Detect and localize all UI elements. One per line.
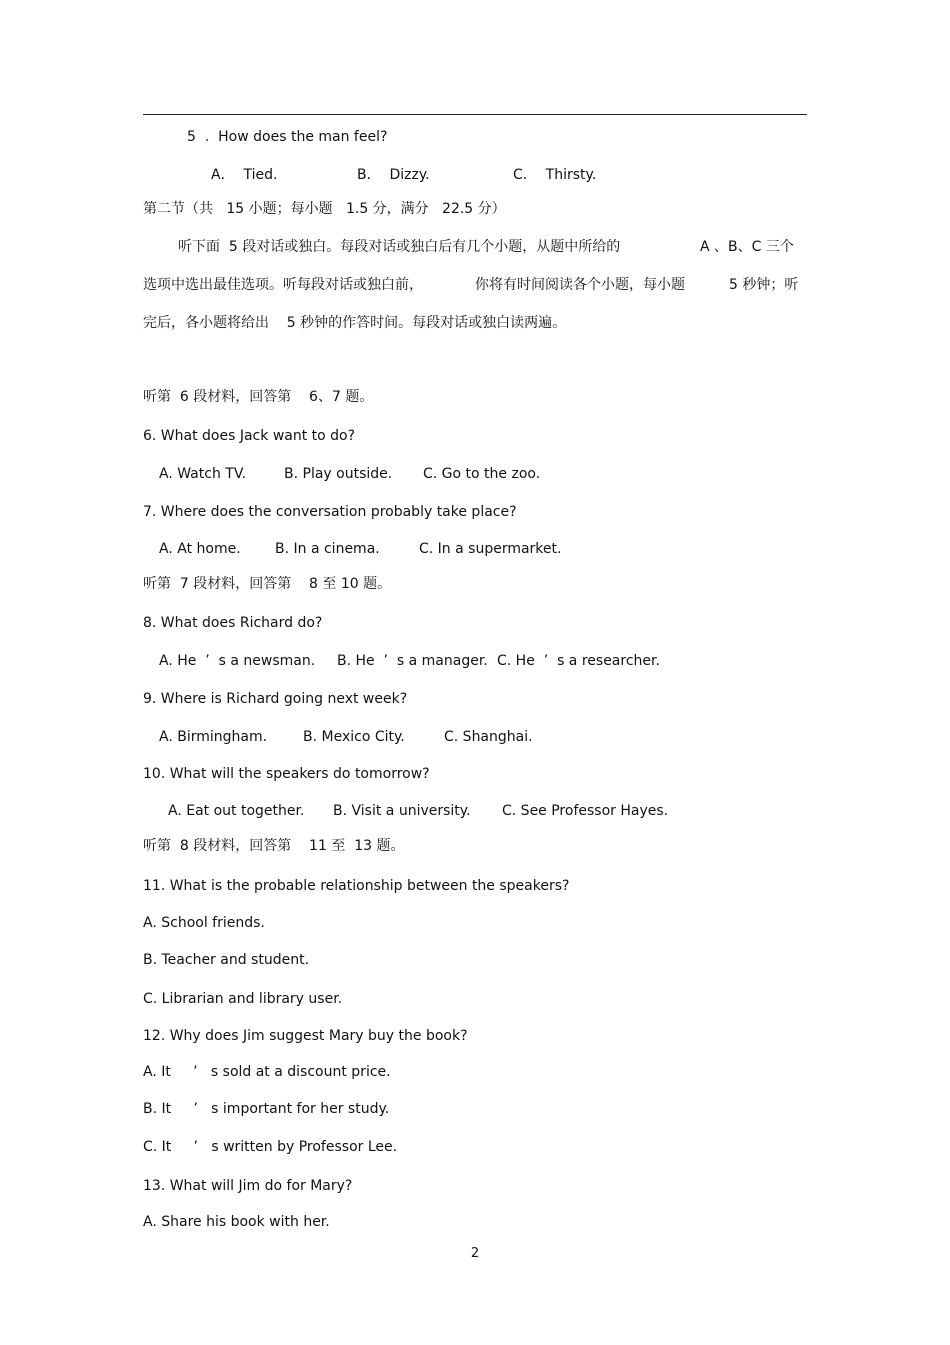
q9-option-b: B. Mexico City. — [303, 729, 405, 745]
q12-option-b: B. It ’ s important for her study. — [143, 1101, 390, 1117]
q9-option-c: C. Shanghai. — [444, 729, 533, 745]
q7-option-c: C. In a supermarket. — [419, 541, 562, 557]
q9-option-a: A. Birmingham. — [159, 729, 268, 745]
q12-stem: 12. Why does Jim suggest Mary buy the book? — [143, 1028, 468, 1044]
material8-header: 听第 8 段材料，回答第 11 至 13 题。 — [143, 838, 405, 854]
section2-instr-line2b: 你将有时间阅读各个小题，每小题 — [475, 277, 685, 293]
q11-option-b: B. Teacher and student. — [143, 952, 310, 968]
section2-instr-line2a: 选项中选出最佳选项。听每段对话或独白前， — [143, 277, 423, 293]
q8-stem: 8. What does Richard do? — [143, 615, 323, 631]
section2-instr-line1-tail: A 、B、C 三个 — [700, 239, 794, 255]
q6-option-b: B. Play outside. — [284, 466, 393, 482]
q6-option-c: C. Go to the zoo. — [423, 466, 541, 482]
q5-stem: 5 . How does the man feel? — [187, 129, 388, 145]
header-rule — [143, 114, 807, 115]
q11-stem: 11. What is the probable relationship between the speakers? — [143, 878, 570, 894]
q10-option-c: C. See Professor Hayes. — [502, 803, 669, 819]
section2-instr-line3: 完后，各小题将给出 5 秒钟的作答时间。每段对话或独白读两遍。 — [143, 315, 567, 331]
q5-option-c: C． Thirsty. — [513, 167, 597, 183]
q5-option-a: A． Tied. — [211, 167, 278, 183]
material7-header: 听第 7 段材料，回答第 8 至 10 题。 — [143, 576, 392, 592]
q7-option-b: B. In a cinema. — [275, 541, 380, 557]
q11-option-a: A. School friends. — [143, 915, 265, 931]
page-number: 2 — [470, 1246, 480, 1261]
q6-option-a: A. Watch TV. — [159, 466, 247, 482]
q7-stem: 7. Where does the conversation probably take place? — [143, 504, 517, 520]
q12-option-a: A. It ’ s sold at a discount price. — [143, 1064, 391, 1080]
material6-header: 听第 6 段材料，回答第 6、7 题。 — [143, 389, 374, 405]
q10-stem: 10. What will the speakers do tomorrow? — [143, 766, 430, 782]
q10-option-a: A. Eat out together. — [168, 803, 305, 819]
q8-option-a: A. He ’ s a newsman. — [159, 653, 316, 669]
q12-option-c: C. It ’ s written by Professor Lee. — [143, 1139, 398, 1155]
q6-stem: 6. What does Jack want to do? — [143, 428, 356, 444]
q7-option-a: A. At home. — [159, 541, 241, 557]
q9-stem: 9. Where is Richard going next week? — [143, 691, 408, 707]
q13-option-a: A. Share his book with her. — [143, 1214, 330, 1230]
q8-option-b: B. He ’ s a manager. — [337, 653, 488, 669]
q5-option-b: B． Dizzy. — [357, 167, 430, 183]
section2-header: 第二节（共 15 小题；每小题 1.5 分，满分 22.5 分） — [143, 201, 506, 217]
q8-option-c: C. He ’ s a researcher. — [497, 653, 660, 669]
section2-instr-line1: 听下面 5 段对话或独白。每段对话或独白后有几个小题，从题中所给的 — [178, 239, 621, 255]
section2-instr-line2c: 5 秒钟；听 — [729, 277, 799, 293]
q13-stem: 13. What will Jim do for Mary? — [143, 1178, 353, 1194]
q10-option-b: B. Visit a university. — [333, 803, 471, 819]
q11-option-c: C. Librarian and library user. — [143, 991, 343, 1007]
